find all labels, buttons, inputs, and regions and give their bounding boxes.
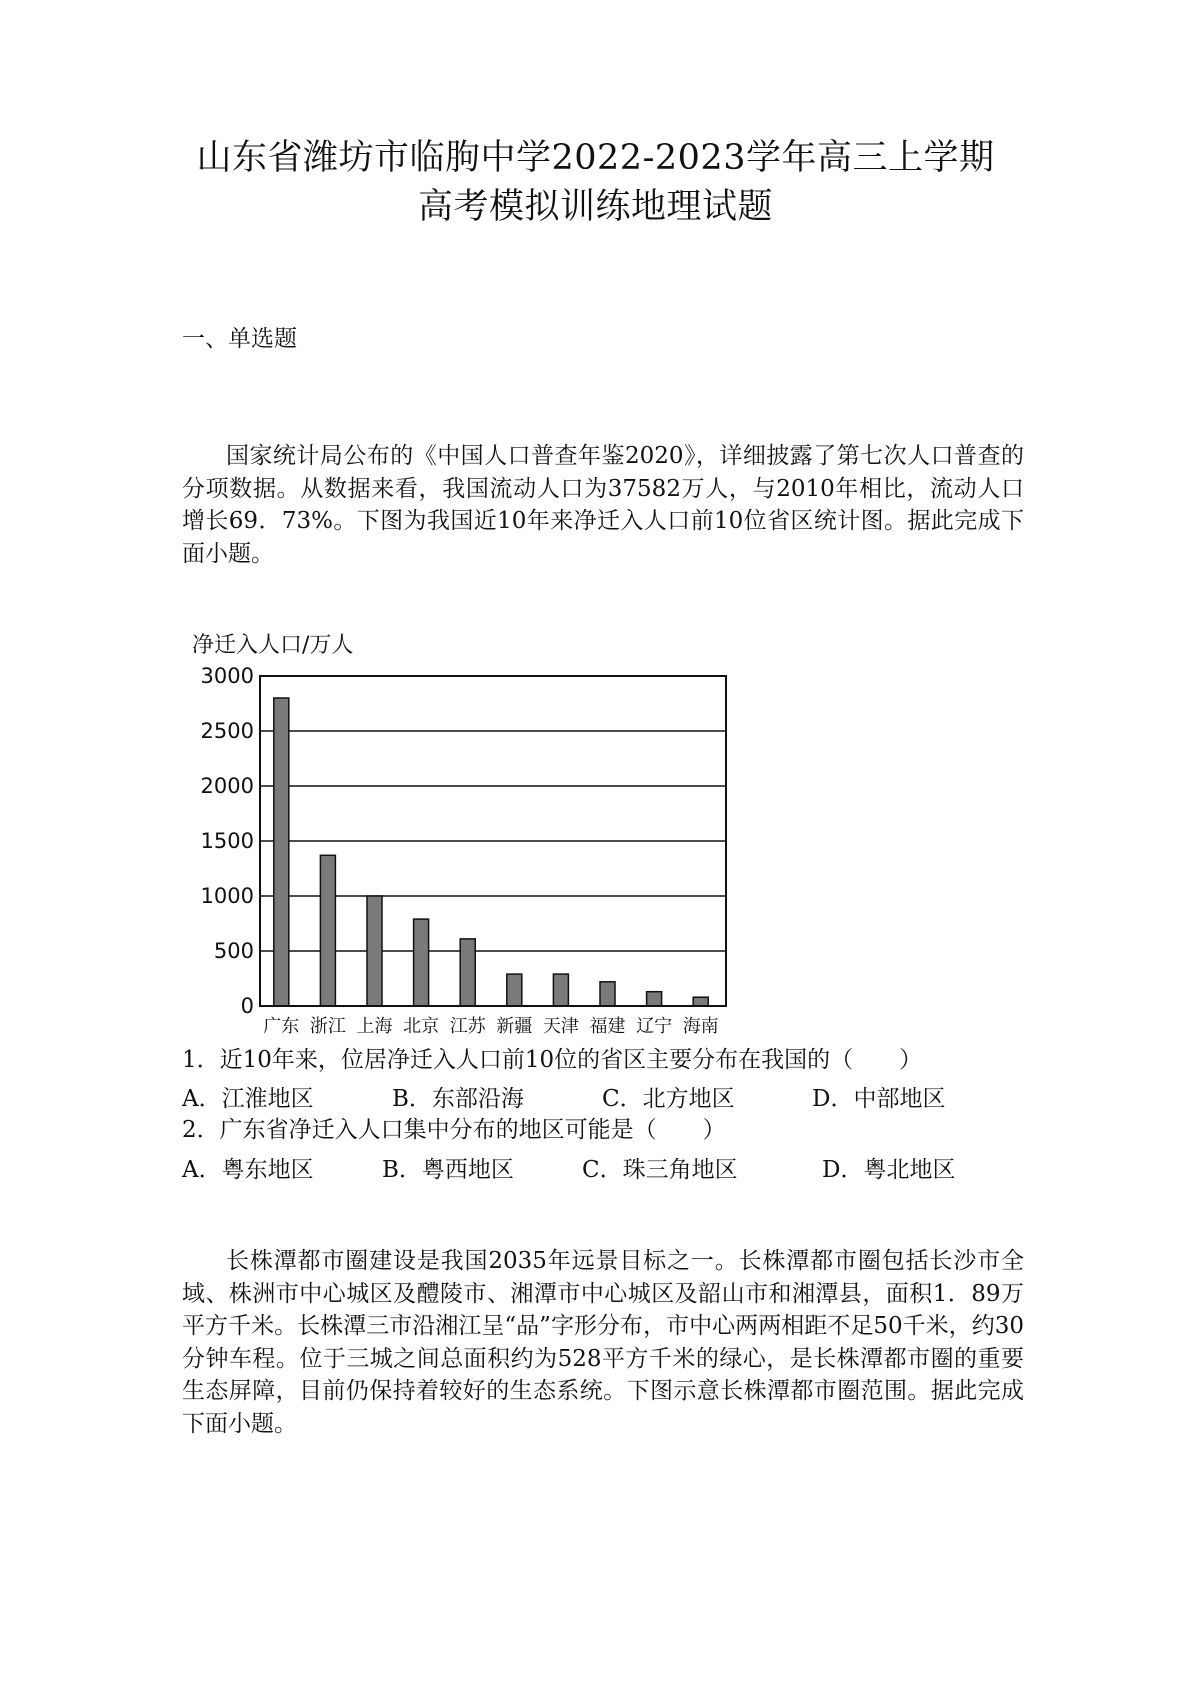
chart-bar-海南 xyxy=(693,997,708,1006)
chart-bar-上海 xyxy=(367,896,382,1006)
chart-x-category-label: 北京 xyxy=(403,1016,440,1037)
question-2-option-b[interactable]: B．粤西地区 xyxy=(382,1157,514,1183)
question-1-option-a[interactable]: A．江淮地区 xyxy=(182,1086,314,1112)
question-1-option-c[interactable]: C．北方地区 xyxy=(602,1086,735,1112)
passage-2: 长株潭都市圈建设是我国2035年远景目标之一。长株潭都市圈包括长沙市全域、株洲市中心城区及醴陵市、湘潭市中心城区及韶山市和湘潭县，面积1．89万平方千米。长株潭三市沿湘江呈“品”字形分布，市中心两两相距不足50千米，约30分钟车程。位于三城之间总面积约为528平方千米的绿心，是长株潭都市圈的重要生态屏障，目前仍保持着较好的生态系统。下图示意长株潭都市圈范围。据此完成下面小题。 xyxy=(182,1248,1024,1437)
section-heading: 一、单选题 xyxy=(182,326,297,352)
chart-x-category-label: 福建 xyxy=(589,1016,626,1037)
chart-bar-天津 xyxy=(553,974,568,1006)
chart-bar-广东 xyxy=(274,698,289,1006)
question-2-option-c[interactable]: C．珠三角地区 xyxy=(582,1157,738,1183)
chart-y-tick-label: 1500 xyxy=(200,829,254,853)
net-migration-bar-chart xyxy=(190,628,750,1038)
chart-y-tick-label: 2000 xyxy=(200,774,254,798)
document-title-line1: 山东省潍坊市临朐中学2022-2023学年高三上学期 xyxy=(196,138,995,178)
chart-bar-新疆 xyxy=(507,974,522,1006)
chart-x-category-label: 天津 xyxy=(542,1016,579,1037)
question-2-option-d[interactable]: D．粤北地区 xyxy=(822,1157,956,1183)
question-2: 2．广东省净迁入人口集中分布的地区可能是（ ） xyxy=(182,1117,726,1143)
chart-x-category-label: 海南 xyxy=(682,1016,719,1037)
chart-x-category-label: 辽宁 xyxy=(636,1016,673,1037)
question-1-option-d[interactable]: D．中部地区 xyxy=(812,1086,946,1112)
chart-x-category-label: 新疆 xyxy=(496,1016,533,1037)
chart-y-axis-label: 净迁入人口/万人 xyxy=(192,633,354,658)
chart-y-tick-label: 3000 xyxy=(200,664,254,688)
chart-bar-福建 xyxy=(600,982,615,1006)
chart-x-category-label: 浙江 xyxy=(309,1016,346,1037)
question-2-option-a[interactable]: A．粤东地区 xyxy=(182,1157,314,1183)
chart-y-tick-label: 0 xyxy=(240,994,254,1018)
chart-bar-辽宁 xyxy=(647,992,662,1006)
chart-bar-北京 xyxy=(414,919,429,1006)
passage-1: 国家统计局公布的《中国人口普查年鉴2020》，详细披露了第七次人口普查的分项数据。从数据来看，我国流动人口为37582万人，与2010年相比，流动人口增长69．73%。下图为我国近10年来净迁入人口前10位省区统计图。据此完成下面小题。 xyxy=(182,443,1024,567)
chart-bar-江苏 xyxy=(460,939,475,1006)
document-title-line2: 高考模拟训练地理试题 xyxy=(417,187,773,227)
chart-x-category-label: 广东 xyxy=(263,1016,300,1037)
chart-x-category-label: 江苏 xyxy=(449,1016,486,1037)
chart-y-tick-label: 2500 xyxy=(200,719,254,743)
chart-x-category-label: 上海 xyxy=(356,1016,393,1037)
chart-bar-浙江 xyxy=(320,855,335,1006)
question-1: 1．近10年来，位居净迁入人口前10位的省区主要分布在我国的（ ） xyxy=(182,1047,923,1073)
chart-y-tick-label: 1000 xyxy=(200,884,254,908)
chart-y-tick-label: 500 xyxy=(213,939,254,963)
question-1-option-b[interactable]: B．东部沿海 xyxy=(392,1086,524,1112)
